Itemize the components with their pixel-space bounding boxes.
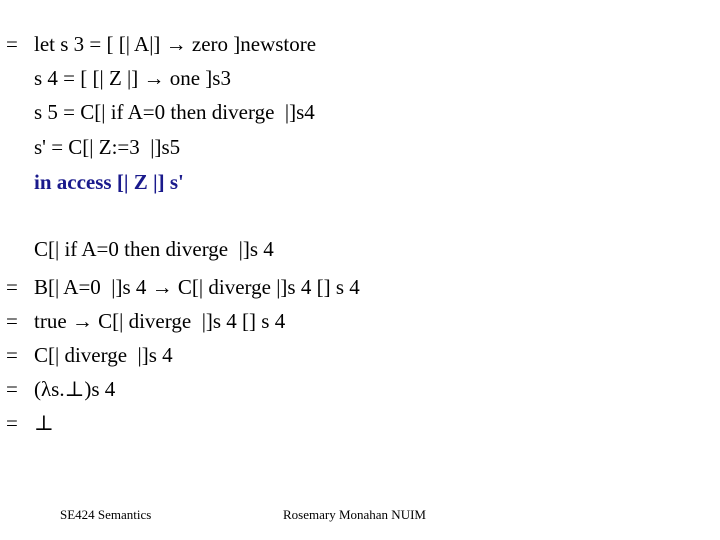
derivation-line: C[| if A=0 then diverge |]s 4 (34, 237, 274, 261)
equals-sign: = (6, 32, 18, 56)
derivation-line: B[| A=0 |]s 4 → C[| diverge |]s 4 [] s 4 (34, 275, 360, 299)
derivation-line: (λs.⊥)s 4 (34, 377, 116, 401)
derivation-eq: = (6, 275, 18, 299)
derivation-line: ⊥ (34, 411, 54, 435)
derivation-eq: = (6, 411, 18, 435)
derivation-eq: = (6, 309, 18, 333)
s5-line: s 5 = C[| if A=0 then diverge |]s4 (34, 100, 315, 124)
derivation-line: true → C[| diverge |]s 4 [] s 4 (34, 309, 286, 333)
derivation-eq: = (6, 343, 18, 367)
derivation-eq: = (6, 377, 18, 401)
in-access-line: in access [| Z |] s' (34, 170, 184, 194)
s4-line: s 4 = [ [| Z |] → one ]s3 (34, 66, 231, 90)
footer-course: SE424 Semantics (60, 507, 152, 522)
footer-author: Rosemary Monahan NUIM (283, 507, 426, 522)
s-prime-line: s' = C[| Z:=3 |]s5 (34, 135, 181, 159)
let-line: let s 3 = [ [| A|] → zero ]newstore (34, 32, 317, 56)
derivation-line: C[| diverge |]s 4 (34, 343, 173, 367)
